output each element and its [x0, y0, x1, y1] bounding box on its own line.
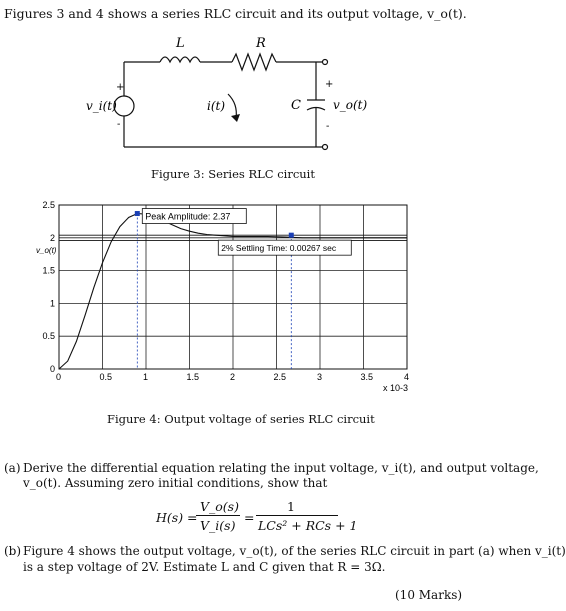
inductor-label: L: [176, 36, 185, 51]
fraction-bar-1: [196, 515, 240, 516]
rlc-circuit-diagram: [0, 30, 474, 190]
capacitor-label: C: [291, 98, 301, 113]
x-multiplier-label: x 10-3: [383, 383, 409, 393]
y-tick-label: 0.5: [42, 331, 55, 342]
figure-4-caption: Figure 4: Output voltage of series RLC circuit: [107, 412, 375, 426]
x-tick-label: 1: [143, 372, 149, 382]
part-a-line-1: Derive the differential equation relating the input voltage, v_i(t), and output voltage,: [23, 461, 539, 475]
part-b-line-2: is a step voltage of 2V. Estimate L and C given that R = 3Ω.: [23, 560, 386, 574]
y-tick-label: 0: [49, 364, 55, 374]
equation-lhs: H(s) =: [156, 510, 198, 525]
x-tick-label: 0.5: [99, 372, 113, 382]
marks-label: (10 Marks): [395, 588, 463, 602]
part-b-line-1: Figure 4 shows the output voltage, v_o(t), of the series RLC circuit in part (a) when v_i(t): [23, 544, 566, 558]
intro-text: Figures 3 and 4 shows a series RLC circuit and its output voltage, v_o(t).: [4, 6, 467, 21]
output-plus-sign: +: [325, 79, 334, 90]
part-a-line-2: v_o(t). Assuming zero initial conditions, show that: [23, 476, 328, 490]
input-plus-sign: +: [116, 82, 125, 93]
peak-marker: [135, 211, 140, 216]
settling-marker: [289, 233, 294, 238]
x-tick-label: 2: [230, 372, 236, 382]
input-minus-sign: -: [117, 119, 121, 130]
peak-annotation-text: Peak Amplitude: 2.37: [145, 211, 231, 222]
fraction-bar-2: [256, 515, 338, 516]
equation-numerator-2: 1: [287, 499, 295, 514]
x-tick-label: 3: [317, 372, 323, 382]
y-tick-label: 1.5: [42, 265, 55, 276]
x-tick-label: 4: [404, 372, 410, 382]
equation-denominator-2: LCs² + RCs + 1: [258, 518, 358, 533]
output-voltage-chart: [0, 195, 474, 405]
equation-equals: =: [244, 510, 255, 525]
figure-3-caption: Figure 3: Series RLC circuit: [151, 167, 315, 181]
x-tick-label: 3.5: [360, 372, 374, 382]
current-label: i(t): [207, 99, 226, 113]
part-b-label: (b): [4, 544, 22, 558]
equation-denominator-1: V_i(s): [200, 518, 236, 533]
x-tick-label: 1.5: [186, 372, 200, 382]
equation-numerator-1: V_o(s): [200, 499, 239, 514]
x-tick-label: 2.5: [273, 372, 287, 382]
settling-annotation-text: 2% Settling Time: 0.00267 sec: [221, 243, 337, 254]
y-tick-label: 1: [49, 298, 55, 309]
output-voltage-label: v_o(t): [333, 98, 368, 112]
x-tick-label: 0: [56, 372, 62, 382]
y-tick-label: 2: [49, 232, 55, 243]
output-minus-sign: -: [326, 121, 330, 132]
resistor-label: R: [256, 36, 266, 51]
input-voltage-label: v_i(t): [86, 99, 117, 113]
part-a-label: (a): [4, 461, 21, 475]
y-axis-label: v_o(t): [36, 246, 57, 255]
y-tick-label: 2.5: [42, 200, 55, 210]
